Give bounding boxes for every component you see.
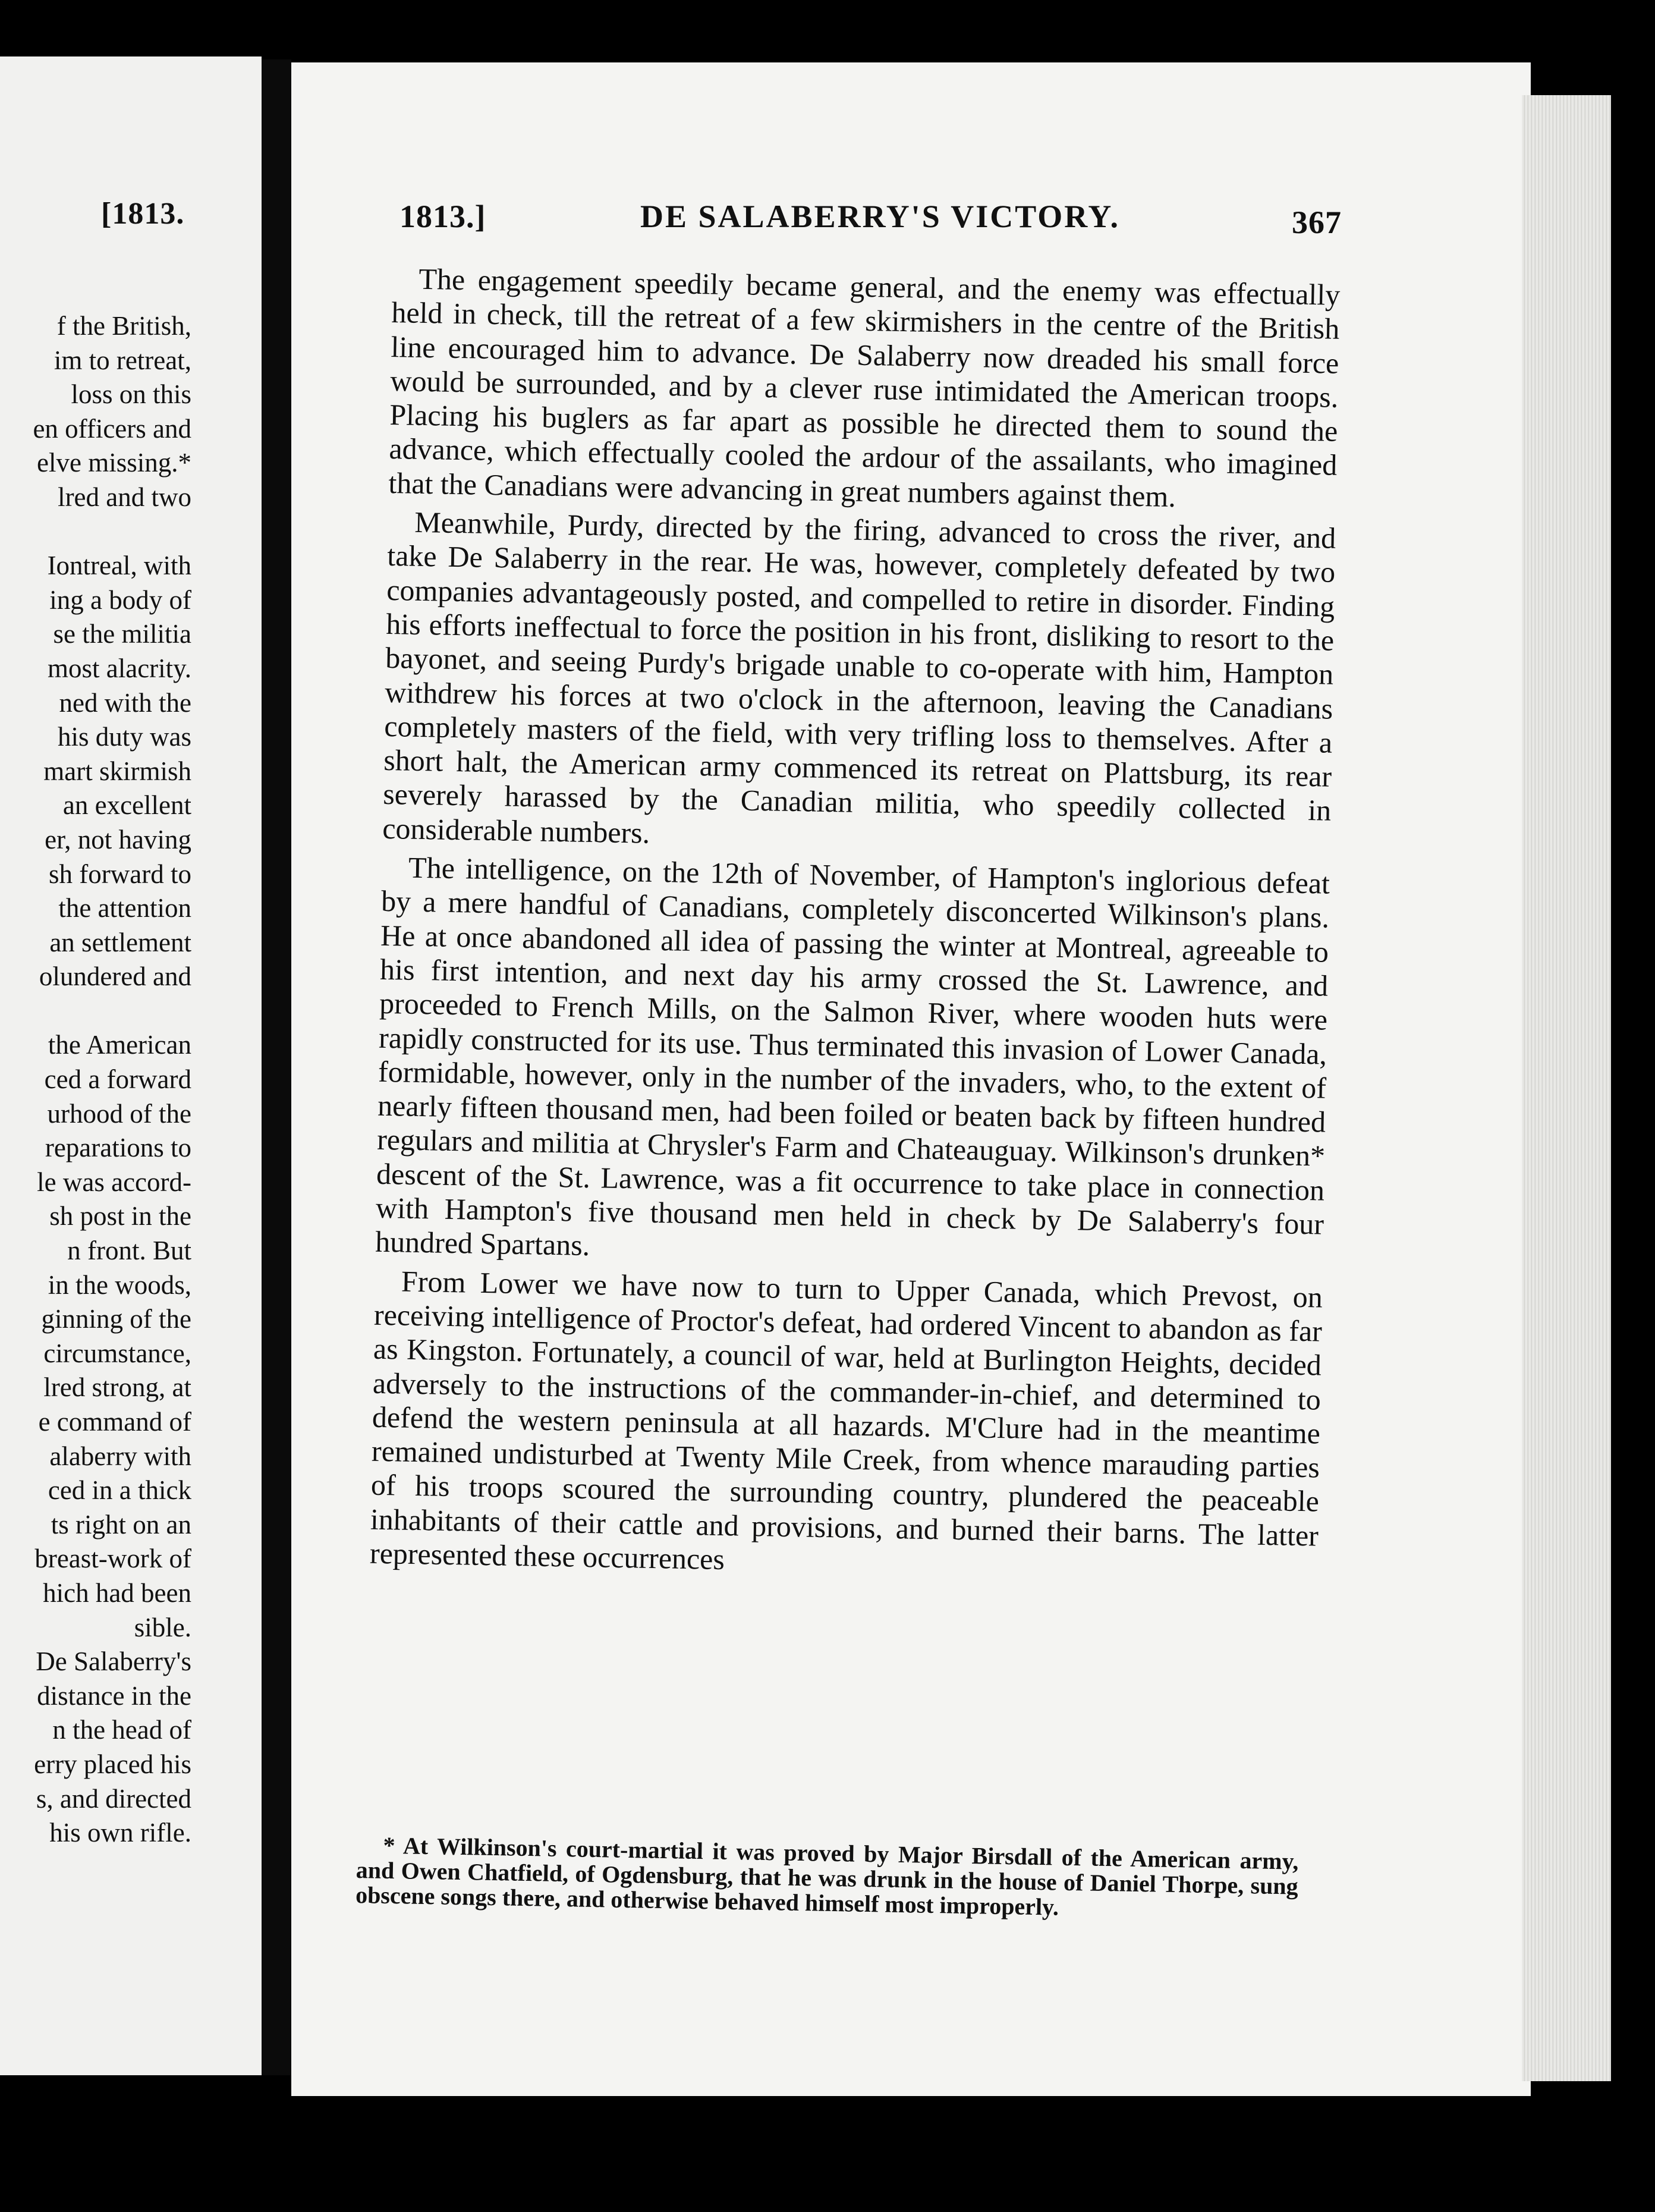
- paragraph-4: From Lower we have now to turn to Upper Canada, which Prevost, on receiving intelligence of Proctor's defeat, had ordered Vincent to abandon as far as Kingston. Fortunately, a council of war, held at Burlington Heights, decided adversely to the instructions of the commander-in-chief, and determined to defend the western peninsula at all hazards. M'Clure had in the meantime remained undisturbed at Twenty Mile Creek, from whence marauding parties of his troops scoured the surrounding country, plundered the peaceable inhabitants of their cattle and provisions, and burned their barns. The latter represented these occurrences: [369, 1264, 1323, 1576]
- previous-page-line: ned with the: [59, 687, 191, 718]
- previous-page-line: his duty was: [58, 722, 191, 752]
- previous-page-line: most alacrity.: [47, 653, 191, 683]
- previous-page-line: breast-work of: [34, 1544, 191, 1574]
- chapter-title: DE SALABERRY'S VICTORY.: [640, 199, 1120, 234]
- page-number: 367: [1292, 205, 1342, 240]
- page-edges: [1522, 95, 1611, 2081]
- previous-page-line: se the militia: [53, 619, 191, 649]
- previous-page-line: e command of: [38, 1407, 191, 1437]
- previous-page-line: mart skirmish: [43, 756, 191, 786]
- previous-page-line: Iontreal, with: [47, 551, 191, 581]
- previous-page-line: ts right on an: [51, 1509, 191, 1539]
- paragraph-3: The intelligence, on the 12th of November, of Hampton's inglorious defeat by a mere handful of Canadians, completely disconcerted Wilkinson's plans. He at once abandoned all idea of passing the winter at Montreal, agreeable to his first intention, and next day his army crossed the St. Lawrence, and proceeded to French Mills, on the Salmon River, where wooden huts were rapidly constructed for its use. Thus terminated this invasion of Lower Canada, formidable, however, only in the number of the invaders, who, to the extent of nearly fifteen thousand men, had been foiled or beaten back by fifteen hundred regulars and militia at Chrysler's Farm and Chateauguay. Wilkinson's drunken* descent of the St. Lawrence, was a fit occurrence to take place in connection with Hampton's five thousand men held in check by De Salaberry's four hundred Spartans.: [375, 850, 1330, 1262]
- previous-page-line: circumstance,: [43, 1338, 191, 1368]
- previous-page-line: f the British,: [56, 311, 191, 341]
- previous-page-line: im to retreat,: [54, 345, 191, 375]
- previous-page-line: lred strong, at: [43, 1372, 191, 1403]
- paragraph-gap: [0, 515, 191, 549]
- previous-page-line: n front. But: [67, 1236, 191, 1266]
- previous-page-line: erry placed his: [34, 1749, 191, 1779]
- previous-page-line: er, not having: [45, 824, 191, 854]
- previous-page-line: the American: [48, 1030, 191, 1060]
- previous-page-line: his own rifle.: [49, 1818, 191, 1848]
- previous-page-line: sible.: [134, 1612, 191, 1642]
- book-spine: [262, 59, 291, 2075]
- previous-page-line: an excellent: [62, 790, 191, 821]
- previous-page-line: en officers and: [33, 413, 191, 444]
- previous-page-line: lred and two: [58, 482, 191, 512]
- previous-page-line: elve missing.*: [37, 448, 191, 478]
- previous-page-header: [1813.: [101, 197, 185, 231]
- previous-page-line: le was accord-: [37, 1167, 191, 1197]
- previous-page-line: s, and directed: [36, 1783, 191, 1814]
- previous-page-fragment: [0, 56, 262, 2075]
- previous-page-line: n the head of: [52, 1715, 191, 1745]
- previous-page-line: loss on this: [71, 379, 191, 410]
- previous-page-line: sh post in the: [49, 1201, 191, 1231]
- header-year: 1813.]: [399, 199, 486, 234]
- running-header: [399, 198, 1342, 240]
- previous-page-line: De Salaberry's: [36, 1647, 191, 1677]
- previous-page-line: distance in the: [37, 1680, 191, 1711]
- previous-page-line: hich had been: [43, 1578, 191, 1608]
- previous-page-line: reparations to: [45, 1133, 191, 1163]
- previous-page-line: sh forward to: [49, 859, 191, 889]
- previous-page-line: olundered and: [39, 962, 191, 992]
- previous-page-text: [0, 309, 191, 1850]
- previous-page-line: in the woods,: [48, 1270, 191, 1300]
- previous-page-line: the attention: [58, 893, 191, 923]
- previous-page-line: ginning of the: [41, 1304, 191, 1334]
- paragraph-gap: [0, 994, 191, 1029]
- previous-page-line: alaberry with: [49, 1441, 191, 1471]
- previous-page-line: ing a body of: [49, 585, 191, 615]
- paragraph-2: Meanwhile, Purdy, directed by the firing, advanced to cross the river, and take De Salaberry in the rear. He was, however, completely defeated by two companies advantageously posted, and compelled to retire in disorder. Finding his efforts ineffectual to force the position in his front, disliking to resort to the bayonet, and seeing Purdy's brigade unable to co-operate with him, Hampton withdrew his forces at two o'clock in the afternoon, leaving the Canadians completely masters of the field, with very trifling loss to themselves. After a short halt, the American army commenced its retreat on Plattsburg, its rear severely harassed by the Canadian militia, who speedily collected in considerable numbers.: [382, 505, 1336, 850]
- paragraph-1: The engagement speedily became general, and the enemy was effectually held in check, till the retreat of a few skirmishers in the centre of the British line encouraged him to advance. De Salaberry now dreaded his small force would be surrounded, and by a clever ruse intimidated the American troops. Placing his buglers as far apart as possible he directed them to sound the advance, which effectually cooled the ardour of the assailants, who imagined that the Canadians were advancing in great numbers against them.: [388, 262, 1341, 513]
- previous-page-line: ced a forward: [44, 1064, 191, 1095]
- previous-page-line: an settlement: [49, 927, 191, 957]
- previous-page-line: ced in a thick: [48, 1475, 191, 1506]
- body-text: [370, 262, 1341, 1587]
- footnote: * At Wilkinson's court-martial it was proved by Major Birsdall of the American army, and Owen Chatfield, of Ogdensburg, that he was drunk in the house of Daniel Thorpe, sung obscene songs there, and otherwise behaved himself most improperly.: [355, 1831, 1299, 1921]
- previous-page-line: urhood of the: [47, 1098, 191, 1129]
